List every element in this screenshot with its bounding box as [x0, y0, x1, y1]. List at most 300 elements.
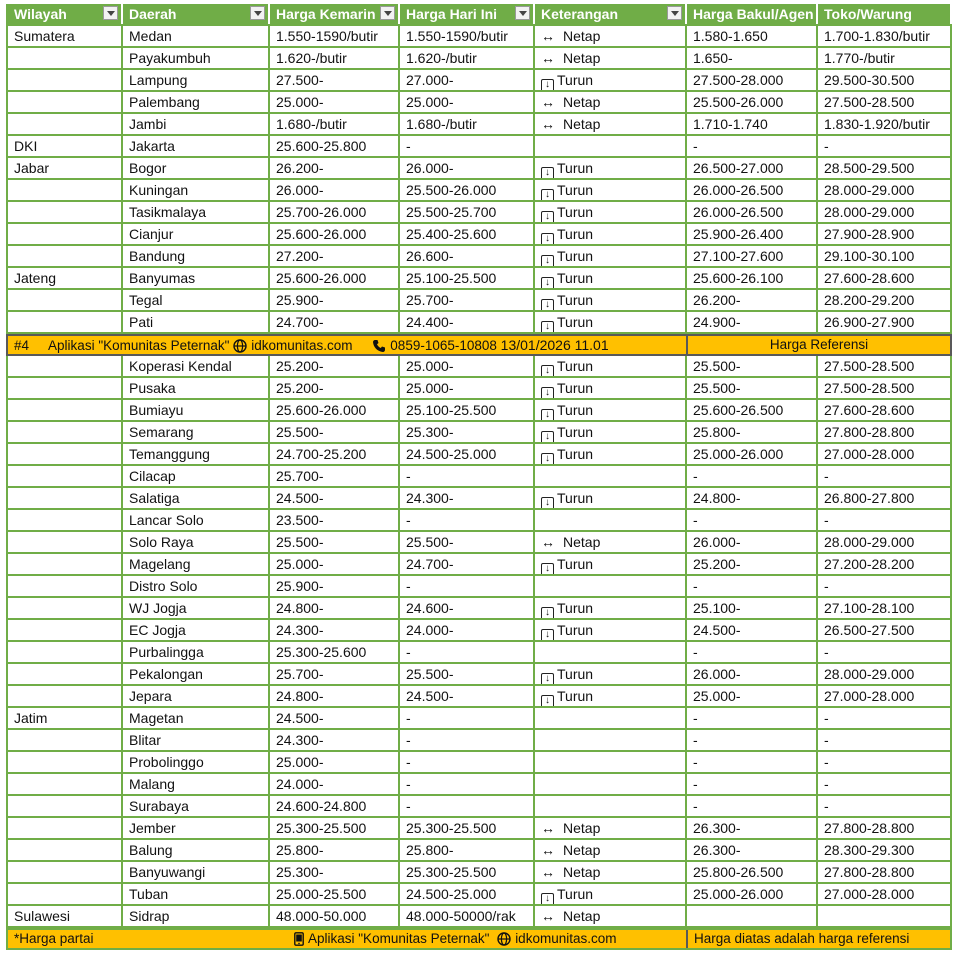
cell-harga-kemarin[interactable]	[270, 510, 400, 530]
cell-keterangan[interactable]	[535, 510, 687, 530]
cell-toko[interactable]	[818, 818, 952, 838]
cell-keterangan[interactable]	[535, 466, 687, 486]
cell-daerah[interactable]	[123, 312, 270, 332]
cell-toko[interactable]	[818, 224, 952, 244]
cell-harga-kemarin[interactable]	[270, 356, 400, 376]
cell-harga-hari-ini[interactable]	[400, 840, 535, 860]
cell-toko[interactable]	[818, 576, 952, 596]
cell-daerah[interactable]	[123, 26, 270, 46]
cell-wilayah[interactable]	[6, 312, 123, 332]
cell-daerah[interactable]	[123, 664, 270, 684]
cell-harga-hari-ini[interactable]	[400, 268, 535, 288]
filter-dropdown-icon[interactable]	[667, 6, 682, 20]
cell-daerah[interactable]	[123, 598, 270, 618]
cell-harga-kemarin[interactable]	[270, 158, 400, 178]
banner-site[interactable]: idkomunitas.com	[251, 338, 353, 353]
cell-harga-kemarin[interactable]	[270, 290, 400, 310]
cell-wilayah[interactable]	[6, 246, 123, 266]
cell-harga-kemarin[interactable]	[270, 488, 400, 508]
filter-dropdown-icon[interactable]	[250, 6, 265, 20]
cell-toko[interactable]	[818, 906, 952, 926]
cell-harga-hari-ini[interactable]	[400, 884, 535, 904]
cell-harga-hari-ini[interactable]	[400, 48, 535, 68]
cell-keterangan[interactable]	[535, 862, 687, 882]
cell-harga-kemarin[interactable]	[270, 70, 400, 90]
cell-harga-hari-ini[interactable]	[400, 466, 535, 486]
cell-harga-hari-ini[interactable]	[400, 906, 535, 926]
cell-harga-hari-ini[interactable]	[400, 708, 535, 728]
cell-harga-hari-ini[interactable]	[400, 290, 535, 310]
cell-wilayah[interactable]	[6, 730, 123, 750]
cell-harga-hari-ini[interactable]	[400, 356, 535, 376]
cell-daerah[interactable]	[123, 114, 270, 134]
cell-keterangan[interactable]	[535, 620, 687, 640]
cell-keterangan[interactable]	[535, 224, 687, 244]
cell-daerah[interactable]	[123, 400, 270, 420]
cell-harga-bakul[interactable]	[687, 378, 818, 398]
cell-harga-kemarin[interactable]	[270, 224, 400, 244]
cell-daerah[interactable]	[123, 136, 270, 156]
cell-harga-kemarin[interactable]	[270, 774, 400, 794]
cell-daerah[interactable]	[123, 708, 270, 728]
cell-keterangan[interactable]	[535, 356, 687, 376]
cell-wilayah[interactable]	[6, 906, 123, 926]
cell-toko[interactable]	[818, 26, 952, 46]
cell-keterangan[interactable]	[535, 488, 687, 508]
cell-wilayah[interactable]	[6, 532, 123, 552]
cell-harga-bakul[interactable]	[687, 246, 818, 266]
cell-harga-hari-ini[interactable]	[400, 158, 535, 178]
cell-toko[interactable]	[818, 862, 952, 882]
cell-harga-kemarin[interactable]	[270, 268, 400, 288]
cell-harga-bakul[interactable]	[687, 752, 818, 772]
cell-toko[interactable]	[818, 532, 952, 552]
cell-wilayah[interactable]	[6, 840, 123, 860]
cell-daerah[interactable]	[123, 158, 270, 178]
cell-harga-hari-ini[interactable]	[400, 686, 535, 706]
cell-wilayah[interactable]	[6, 70, 123, 90]
cell-daerah[interactable]	[123, 642, 270, 662]
cell-harga-hari-ini[interactable]	[400, 510, 535, 530]
cell-harga-kemarin[interactable]	[270, 730, 400, 750]
cell-keterangan[interactable]	[535, 840, 687, 860]
cell-daerah[interactable]	[123, 92, 270, 112]
cell-keterangan[interactable]	[535, 444, 687, 464]
cell-harga-hari-ini[interactable]	[400, 444, 535, 464]
cell-daerah[interactable]	[123, 444, 270, 464]
cell-harga-bakul[interactable]	[687, 642, 818, 662]
cell-wilayah[interactable]	[6, 48, 123, 68]
cell-toko[interactable]	[818, 202, 952, 222]
cell-keterangan[interactable]	[535, 400, 687, 420]
cell-toko[interactable]	[818, 92, 952, 112]
cell-harga-bakul[interactable]	[687, 664, 818, 684]
cell-harga-hari-ini[interactable]	[400, 730, 535, 750]
arrow-down-icon: ↓	[541, 695, 554, 706]
cell-wilayah[interactable]	[6, 400, 123, 420]
cell-harga-bakul[interactable]	[687, 180, 818, 200]
cell-wilayah[interactable]	[6, 378, 123, 398]
cell-harga-kemarin[interactable]	[270, 422, 400, 442]
cell-toko[interactable]	[818, 642, 952, 662]
cell-daerah[interactable]	[123, 796, 270, 816]
cell-harga-bakul[interactable]	[687, 620, 818, 640]
cell-wilayah[interactable]	[6, 620, 123, 640]
cell-keterangan[interactable]	[535, 818, 687, 838]
cell-wilayah[interactable]	[6, 268, 123, 288]
cell-wilayah[interactable]	[6, 444, 123, 464]
cell-wilayah[interactable]	[6, 488, 123, 508]
cell-daerah[interactable]	[123, 70, 270, 90]
cell-keterangan[interactable]	[535, 532, 687, 552]
cell-harga-hari-ini[interactable]	[400, 642, 535, 662]
cell-toko[interactable]	[818, 708, 952, 728]
cell-harga-bakul[interactable]	[687, 26, 818, 46]
cell-daerah[interactable]	[123, 862, 270, 882]
cell-wilayah[interactable]	[6, 884, 123, 904]
cell-harga-bakul[interactable]	[687, 576, 818, 596]
cell-wilayah[interactable]	[6, 92, 123, 112]
cell-keterangan[interactable]	[535, 158, 687, 178]
cell-harga-bakul[interactable]	[687, 224, 818, 244]
cell-toko[interactable]	[818, 752, 952, 772]
cell-harga-bakul[interactable]	[687, 906, 818, 926]
cell-harga-kemarin[interactable]	[270, 26, 400, 46]
cell-daerah[interactable]	[123, 356, 270, 376]
cell-daerah[interactable]	[123, 224, 270, 244]
cell-wilayah[interactable]	[6, 862, 123, 882]
cell-harga-kemarin[interactable]	[270, 576, 400, 596]
arrow-down-icon: ↓	[541, 629, 554, 640]
cell-harga-kemarin[interactable]	[270, 884, 400, 904]
filter-dropdown-icon[interactable]	[103, 6, 118, 20]
cell-harga-hari-ini[interactable]	[400, 598, 535, 618]
cell-harga-kemarin[interactable]	[270, 136, 400, 156]
cell-harga-kemarin[interactable]	[270, 444, 400, 464]
cell-harga-bakul[interactable]	[687, 268, 818, 288]
cell-harga-hari-ini[interactable]	[400, 136, 535, 156]
header-wilayah[interactable]	[6, 4, 123, 24]
cell-wilayah[interactable]	[6, 554, 123, 574]
cell-toko[interactable]	[818, 158, 952, 178]
cell-keterangan[interactable]	[535, 906, 687, 926]
header-hari-ini[interactable]	[400, 4, 535, 24]
cell-harga-bakul[interactable]	[687, 796, 818, 816]
cell-toko[interactable]	[818, 686, 952, 706]
cell-harga-kemarin[interactable]	[270, 378, 400, 398]
cell-harga-hari-ini[interactable]	[400, 312, 535, 332]
cell-harga-kemarin[interactable]	[270, 554, 400, 574]
cell-harga-hari-ini[interactable]	[400, 554, 535, 574]
cell-harga-bakul[interactable]	[687, 202, 818, 222]
cell-toko[interactable]	[818, 730, 952, 750]
header-daerah[interactable]	[123, 4, 270, 24]
cell-toko[interactable]	[818, 664, 952, 684]
cell-keterangan[interactable]	[535, 664, 687, 684]
cell-keterangan[interactable]	[535, 884, 687, 904]
table-row	[6, 246, 952, 268]
cell-keterangan[interactable]	[535, 796, 687, 816]
cell-wilayah[interactable]	[6, 796, 123, 816]
cell-toko[interactable]	[818, 70, 952, 90]
cell-keterangan[interactable]	[535, 708, 687, 728]
cell-toko[interactable]	[818, 466, 952, 486]
cell-daerah[interactable]	[123, 290, 270, 310]
cell-wilayah[interactable]	[6, 422, 123, 442]
cell-harga-bakul[interactable]	[687, 488, 818, 508]
cell-harga-kemarin[interactable]	[270, 114, 400, 134]
cell-harga-hari-ini[interactable]	[400, 378, 535, 398]
cell-toko[interactable]	[818, 378, 952, 398]
cell-harga-hari-ini[interactable]	[400, 796, 535, 816]
cell-keterangan[interactable]	[535, 290, 687, 310]
cell-toko[interactable]	[818, 246, 952, 266]
cell-harga-hari-ini[interactable]	[400, 246, 535, 266]
cell-wilayah[interactable]	[6, 510, 123, 530]
cell-wilayah[interactable]	[6, 752, 123, 772]
cell-harga-bakul[interactable]	[687, 598, 818, 618]
cell-harga-kemarin[interactable]	[270, 180, 400, 200]
cell-wilayah[interactable]	[6, 290, 123, 310]
header-keterangan[interactable]	[535, 4, 687, 24]
cell-toko[interactable]	[818, 840, 952, 860]
cell-toko[interactable]	[818, 312, 952, 332]
cell-wilayah[interactable]	[6, 180, 123, 200]
cell-keterangan[interactable]	[535, 642, 687, 662]
cell-harga-bakul[interactable]	[687, 136, 818, 156]
cell-keterangan[interactable]	[535, 70, 687, 90]
cell-daerah[interactable]	[123, 906, 270, 926]
cell-daerah[interactable]	[123, 180, 270, 200]
cell-harga-hari-ini[interactable]	[400, 818, 535, 838]
cell-harga-bakul[interactable]	[687, 884, 818, 904]
cell-wilayah[interactable]	[6, 774, 123, 794]
cell-toko[interactable]	[818, 48, 952, 68]
cell-daerah[interactable]	[123, 268, 270, 288]
cell-harga-bakul[interactable]	[687, 158, 818, 178]
cell-keterangan[interactable]	[535, 180, 687, 200]
cell-harga-hari-ini[interactable]	[400, 752, 535, 772]
cell-keterangan[interactable]	[535, 378, 687, 398]
cell-toko[interactable]	[818, 400, 952, 420]
cell-harga-kemarin[interactable]	[270, 202, 400, 222]
cell-harga-hari-ini[interactable]	[400, 620, 535, 640]
cell-keterangan[interactable]	[535, 422, 687, 442]
cell-harga-kemarin[interactable]	[270, 862, 400, 882]
cell-keterangan[interactable]	[535, 576, 687, 596]
cell-harga-kemarin[interactable]	[270, 664, 400, 684]
arrow-left-right-icon: ↔	[541, 820, 555, 836]
cell-daerah[interactable]	[123, 774, 270, 794]
cell-harga-bakul[interactable]	[687, 774, 818, 794]
cell-keterangan[interactable]	[535, 312, 687, 332]
cell-harga-kemarin[interactable]	[270, 598, 400, 618]
cell-harga-bakul[interactable]	[687, 510, 818, 530]
cell-toko[interactable]	[818, 620, 952, 640]
cell-harga-bakul[interactable]	[687, 312, 818, 332]
cell-daerah[interactable]	[123, 466, 270, 486]
cell-daerah[interactable]	[123, 488, 270, 508]
cell-keterangan[interactable]	[535, 554, 687, 574]
cell-harga-bakul[interactable]	[687, 818, 818, 838]
footer-site[interactable]: idkomunitas.com	[515, 931, 617, 946]
cell-keterangan[interactable]	[535, 268, 687, 288]
cell-wilayah[interactable]	[6, 642, 123, 662]
cell-daerah[interactable]	[123, 202, 270, 222]
cell-wilayah[interactable]	[6, 664, 123, 684]
header-kemarin[interactable]	[270, 4, 400, 24]
cell-wilayah[interactable]	[6, 598, 123, 618]
table-row	[6, 136, 952, 158]
cell-harga-kemarin[interactable]	[270, 840, 400, 860]
cell-harga-kemarin-text: 25.000-	[276, 556, 324, 572]
cell-harga-hari-ini[interactable]	[400, 202, 535, 222]
cell-daerah[interactable]	[123, 730, 270, 750]
cell-harga-kemarin[interactable]	[270, 92, 400, 112]
cell-harga-bakul[interactable]	[687, 862, 818, 882]
cell-toko[interactable]	[818, 884, 952, 904]
cell-daerah[interactable]	[123, 686, 270, 706]
cell-harga-kemarin[interactable]	[270, 400, 400, 420]
cell-keterangan[interactable]	[535, 92, 687, 112]
cell-keterangan[interactable]	[535, 48, 687, 68]
cell-harga-bakul[interactable]	[687, 708, 818, 728]
cell-harga-hari-ini[interactable]	[400, 70, 535, 90]
cell-keterangan-text: Turun	[557, 270, 594, 286]
cell-harga-bakul[interactable]	[687, 532, 818, 552]
cell-daerah[interactable]	[123, 422, 270, 442]
cell-keterangan[interactable]	[535, 114, 687, 134]
cell-keterangan[interactable]	[535, 774, 687, 794]
cell-toko-text: 27.500-28.500	[824, 94, 915, 110]
cell-toko[interactable]	[818, 180, 952, 200]
cell-keterangan[interactable]	[535, 730, 687, 750]
cell-wilayah[interactable]	[6, 224, 123, 244]
cell-wilayah[interactable]	[6, 818, 123, 838]
cell-harga-kemarin[interactable]	[270, 752, 400, 772]
cell-wilayah[interactable]	[6, 708, 123, 728]
cell-daerah[interactable]	[123, 620, 270, 640]
cell-harga-hari-ini[interactable]	[400, 862, 535, 882]
cell-keterangan[interactable]	[535, 202, 687, 222]
cell-toko[interactable]	[818, 356, 952, 376]
cell-harga-hari-ini[interactable]	[400, 532, 535, 552]
cell-toko[interactable]	[818, 290, 952, 310]
cell-harga-bakul[interactable]	[687, 840, 818, 860]
cell-wilayah[interactable]	[6, 114, 123, 134]
cell-daerah[interactable]	[123, 378, 270, 398]
cell-daerah[interactable]	[123, 510, 270, 530]
cell-harga-bakul[interactable]	[687, 554, 818, 574]
cell-harga-kemarin[interactable]	[270, 532, 400, 552]
cell-toko[interactable]	[818, 510, 952, 530]
cell-daerah[interactable]	[123, 576, 270, 596]
cell-wilayah[interactable]	[6, 158, 123, 178]
cell-harga-kemarin[interactable]	[270, 708, 400, 728]
cell-harga-hari-ini[interactable]	[400, 488, 535, 508]
cell-harga-kemarin[interactable]	[270, 818, 400, 838]
cell-harga-bakul[interactable]	[687, 400, 818, 420]
cell-toko[interactable]	[818, 422, 952, 442]
cell-daerah[interactable]	[123, 884, 270, 904]
cell-harga-hari-ini[interactable]	[400, 664, 535, 684]
cell-keterangan[interactable]	[535, 686, 687, 706]
cell-harga-kemarin[interactable]	[270, 246, 400, 266]
cell-harga-bakul[interactable]	[687, 92, 818, 112]
cell-daerah[interactable]	[123, 818, 270, 838]
cell-harga-hari-ini[interactable]	[400, 26, 535, 46]
cell-daerah[interactable]	[123, 246, 270, 266]
cell-toko[interactable]	[818, 114, 952, 134]
cell-harga-bakul[interactable]	[687, 48, 818, 68]
cell-keterangan[interactable]	[535, 246, 687, 266]
cell-daerah[interactable]	[123, 532, 270, 552]
cell-harga-kemarin[interactable]	[270, 312, 400, 332]
cell-harga-bakul[interactable]	[687, 422, 818, 442]
cell-toko[interactable]	[818, 488, 952, 508]
cell-harga-hari-ini[interactable]	[400, 400, 535, 420]
cell-wilayah[interactable]	[6, 356, 123, 376]
cell-harga-kemarin[interactable]	[270, 906, 400, 926]
cell-harga-bakul[interactable]	[687, 730, 818, 750]
cell-harga-hari-ini[interactable]	[400, 92, 535, 112]
cell-toko[interactable]	[818, 774, 952, 794]
cell-harga-hari-ini[interactable]	[400, 180, 535, 200]
cell-toko[interactable]	[818, 444, 952, 464]
cell-toko[interactable]	[818, 796, 952, 816]
cell-harga-hari-ini[interactable]	[400, 576, 535, 596]
filter-dropdown-icon[interactable]	[515, 6, 530, 20]
cell-harga-hari-ini[interactable]	[400, 422, 535, 442]
cell-harga-kemarin[interactable]	[270, 48, 400, 68]
cell-daerah[interactable]	[123, 840, 270, 860]
filter-dropdown-icon[interactable]	[380, 6, 395, 20]
cell-harga-hari-ini[interactable]	[400, 224, 535, 244]
cell-wilayah[interactable]	[6, 202, 123, 222]
cell-harga-kemarin[interactable]	[270, 686, 400, 706]
cell-harga-bakul[interactable]	[687, 444, 818, 464]
cell-wilayah[interactable]	[6, 466, 123, 486]
cell-toko[interactable]	[818, 598, 952, 618]
cell-harga-bakul[interactable]	[687, 356, 818, 376]
cell-daerah[interactable]	[123, 554, 270, 574]
cell-toko[interactable]	[818, 136, 952, 156]
cell-harga-hari-ini[interactable]	[400, 114, 535, 134]
cell-keterangan[interactable]	[535, 136, 687, 156]
cell-keterangan[interactable]	[535, 598, 687, 618]
cell-wilayah[interactable]	[6, 576, 123, 596]
cell-harga-kemarin[interactable]	[270, 466, 400, 486]
cell-harga-bakul[interactable]	[687, 114, 818, 134]
cell-wilayah[interactable]	[6, 136, 123, 156]
cell-daerah[interactable]	[123, 752, 270, 772]
cell-harga-kemarin[interactable]	[270, 620, 400, 640]
cell-harga-bakul[interactable]	[687, 290, 818, 310]
cell-toko[interactable]	[818, 268, 952, 288]
cell-toko[interactable]	[818, 554, 952, 574]
cell-wilayah[interactable]	[6, 26, 123, 46]
cell-harga-kemarin[interactable]	[270, 642, 400, 662]
cell-harga-bakul[interactable]	[687, 466, 818, 486]
cell-harga-hari-ini[interactable]	[400, 774, 535, 794]
cell-harga-bakul[interactable]	[687, 686, 818, 706]
cell-harga-kemarin[interactable]	[270, 796, 400, 816]
cell-keterangan[interactable]	[535, 26, 687, 46]
cell-harga-bakul[interactable]	[687, 70, 818, 90]
cell-keterangan[interactable]	[535, 752, 687, 772]
cell-wilayah[interactable]	[6, 686, 123, 706]
cell-daerah[interactable]	[123, 48, 270, 68]
